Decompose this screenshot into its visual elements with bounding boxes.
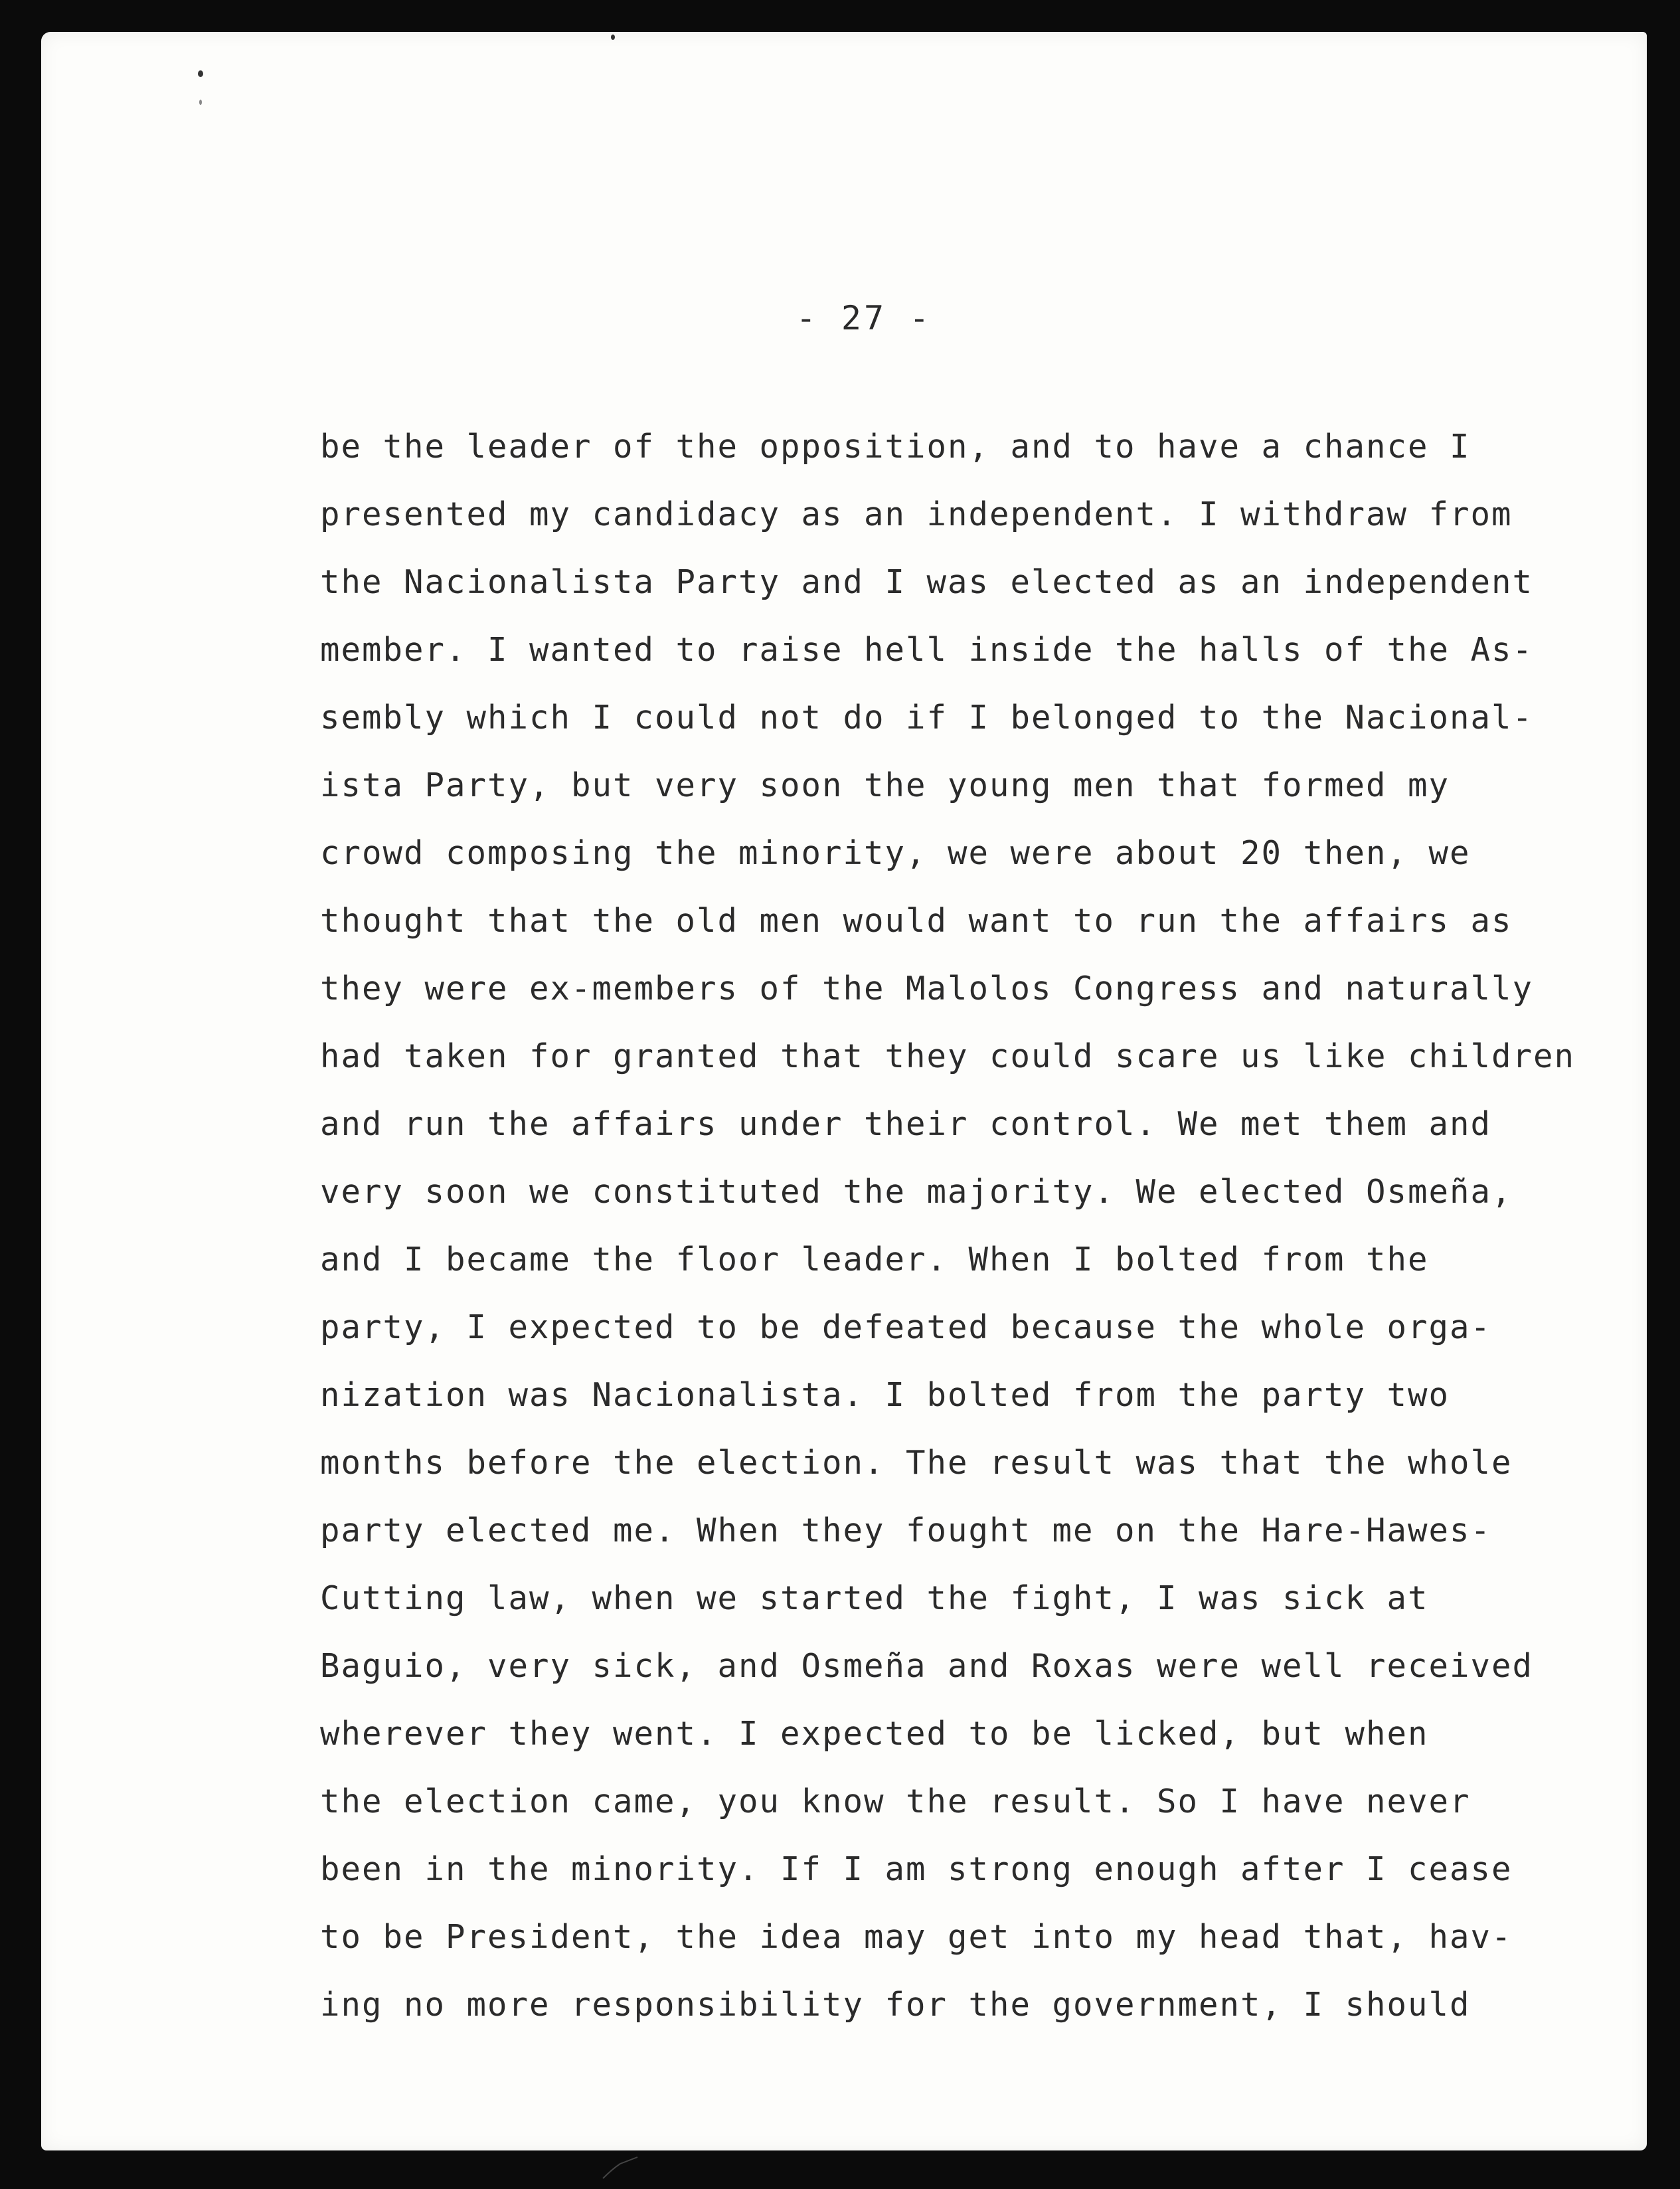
text-line: party, I expected to be defeated because the whole orga- — [320, 1308, 1492, 1346]
text-line: ing no more responsibility for the government, I should — [320, 1986, 1471, 2024]
text-line: wherever they went. I expected to be licked, but when — [320, 1715, 1429, 1753]
text-line: months before the election. The result was that the whole — [320, 1444, 1513, 1482]
text-line: and run the affairs under their control. We met them and — [320, 1105, 1492, 1143]
text-line: Baguio, very sick, and Osmeña and Roxas were well received — [320, 1647, 1534, 1685]
text-line: member. I wanted to raise hell inside the halls of the As- — [320, 631, 1534, 669]
text-line: sembly which I could not do if I belonged to the Nacional- — [320, 699, 1534, 737]
text-line: ista Party, but very soon the young men that formed my — [320, 766, 1450, 804]
text-line: they were ex-members of the Malolos Congress and naturally — [320, 970, 1534, 1007]
text-line: and I became the floor leader. When I bolted from the — [320, 1241, 1429, 1278]
text-line: thought that the old men would want to run the affairs as — [320, 902, 1513, 940]
text-line: party elected me. When they fought me on the Hare-Hawes- — [320, 1512, 1492, 1549]
body-text — [320, 413, 1622, 2039]
text-line: Cutting law, when we started the fight, I was sick at — [320, 1579, 1429, 1617]
text-line: presented my candidacy as an independent. I withdraw from — [320, 495, 1513, 533]
stray-mark — [199, 100, 202, 105]
pen-stroke-mark — [600, 2154, 640, 2181]
text-line: had taken for granted that they could scare us like children — [320, 1037, 1576, 1075]
text-line: to be President, the idea may get into my head that, hav- — [320, 1918, 1513, 1956]
text-line: crowd composing the minority, we were about 20 then, we — [320, 834, 1471, 872]
text-line: the Nacionalista Party and I was elected as an independent — [320, 563, 1534, 601]
text-line: been in the minority. If I am strong enough after I cease — [320, 1850, 1513, 1888]
page-number: - 27 - — [796, 299, 932, 337]
typewritten-page — [41, 32, 1647, 2150]
text-line: nization was Nacionalista. I bolted from the party two — [320, 1376, 1450, 1414]
text-line: very soon we constituted the majority. We elected Osmeña, — [320, 1173, 1513, 1211]
stray-mark — [198, 70, 203, 77]
stray-mark — [611, 35, 615, 40]
text-line: be the leader of the opposition, and to have a chance I — [320, 428, 1471, 466]
text-line: the election came, you know the result. So I have never — [320, 1783, 1471, 1820]
